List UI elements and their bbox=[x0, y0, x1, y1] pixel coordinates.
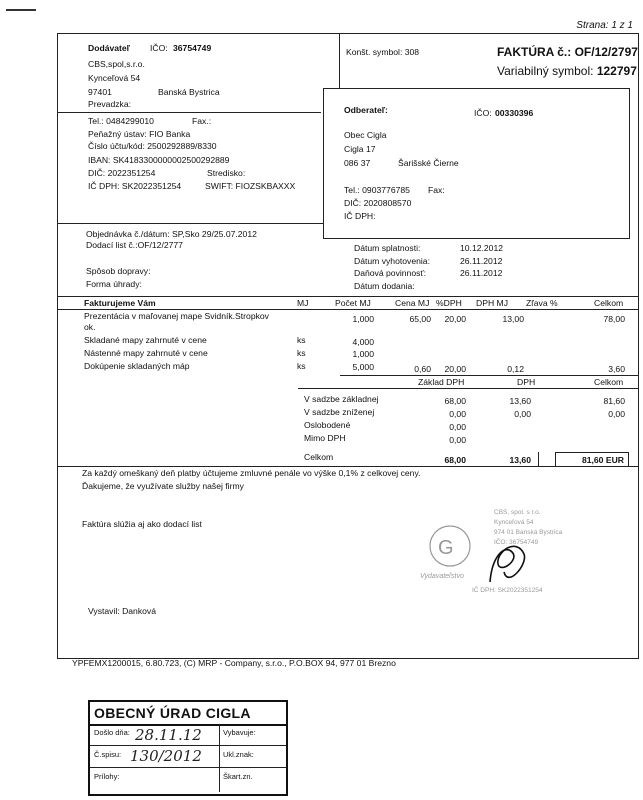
summary-col-total: Celkom bbox=[594, 377, 624, 387]
tax-label: Daňová povinnosť: bbox=[354, 268, 427, 278]
summary-label: V sadzbe zníženej bbox=[304, 407, 375, 417]
summary-total-label: Celkom bbox=[304, 452, 334, 462]
customer-street: Cigla 17 bbox=[344, 144, 376, 154]
issued-by: Vystavil: Danková bbox=[88, 606, 156, 616]
supplier-center: Stredisko: bbox=[207, 168, 246, 178]
thanks-note: Ďakujeme, že využívate služby našej firmy bbox=[82, 481, 244, 491]
supplier-label: Dodávateľ bbox=[88, 43, 130, 53]
col-mj: MJ bbox=[297, 298, 309, 308]
customer-ico-label: IČO: bbox=[474, 108, 492, 118]
customer-dic: DIČ: 2020808570 bbox=[344, 198, 412, 208]
col-discount: Zľava % bbox=[526, 298, 558, 308]
summary-label: Mimo DPH bbox=[304, 433, 346, 443]
row-qty: 1,000 bbox=[352, 349, 374, 359]
konst-symbol: Konšt. symbol: 308 bbox=[346, 47, 420, 57]
stamp-line-3 bbox=[90, 767, 286, 768]
row-item-name: Nástenné mapy zahrnuté v cene bbox=[84, 348, 208, 358]
summary-base: 0,00 bbox=[449, 409, 466, 419]
signature bbox=[490, 546, 525, 582]
row-vat: 20,00 bbox=[444, 314, 466, 324]
col-price: Cena MJ bbox=[395, 298, 430, 308]
due-label: Dátum splatnosti: bbox=[354, 243, 421, 253]
invoice-title bbox=[497, 45, 638, 59]
order-info: Objednávka č./dátum: SP,Sko 29/25.07.2012 bbox=[86, 229, 257, 239]
row-vatmj: 13,00 bbox=[502, 314, 524, 324]
row-total: 3,60 bbox=[608, 364, 625, 374]
supplier-swift: SWIFT: FIOZSKBAXXX bbox=[205, 181, 296, 191]
variable-symbol-label: Variabilný symbol: bbox=[497, 64, 594, 78]
supplier-zip: 97401 bbox=[88, 87, 112, 97]
supplier-divider bbox=[57, 112, 321, 113]
supplier-ico: 36754749 bbox=[173, 43, 212, 53]
summary-top-line bbox=[340, 375, 638, 376]
customer-name: Obec Cigla bbox=[344, 130, 387, 140]
row-mj: ks bbox=[297, 335, 306, 345]
supplier-tel: Tel.: 0484299010 bbox=[88, 116, 154, 126]
stamp-logo-text: Vydavateľstvo bbox=[420, 573, 464, 580]
grand-total-left bbox=[538, 452, 539, 466]
col-qty: Počet MJ bbox=[335, 298, 371, 308]
customer-icdph: IČ DPH: bbox=[344, 211, 376, 221]
supplier-icdph: IČ DPH: SK2022351254 bbox=[88, 181, 182, 191]
customer-tel: Tel.: 0903776785 bbox=[344, 185, 410, 195]
summary-label: V sadzbe základnej bbox=[304, 394, 379, 404]
supplier-city: Banská Bystrica bbox=[158, 87, 220, 97]
issued-date: 26.11.2012 bbox=[460, 256, 503, 266]
customer-ico: 00330396 bbox=[495, 108, 534, 118]
supplier-dic: DIČ: 2022351254 bbox=[88, 168, 156, 178]
invoice-title-label: FAKTÚRA č.: bbox=[497, 45, 572, 59]
table-top-line bbox=[57, 296, 638, 297]
row-mj: ks bbox=[297, 361, 306, 371]
delivery-note: Faktúra slúžia aj ako dodací list bbox=[82, 519, 202, 529]
row-mj: ks bbox=[297, 348, 306, 358]
row-item-name: Dokúpenie skladaných máp bbox=[84, 361, 190, 371]
row-total: 78,00 bbox=[603, 314, 625, 324]
supplier-name: CBS,spol,s.r.o. bbox=[88, 59, 145, 69]
number-label: Č.spisu: bbox=[94, 750, 122, 759]
stamp-logo-mark: G bbox=[438, 537, 454, 559]
order-divider bbox=[57, 223, 323, 224]
invoice-number: OF/12/2797 bbox=[574, 45, 638, 59]
summary-total: 0,00 bbox=[608, 409, 625, 419]
footer-text: YPFEMX1200015, 6.80.723, (C) MRP - Company, s.r.o., P.O.BOX 94, 977 01 Brezno bbox=[72, 658, 396, 668]
customer-fax: Fax: bbox=[428, 185, 445, 195]
penalty-note: Za každý omeškaný deň platby účtujeme zmluvné penále vo výške 0,1% z celkovej ceny. bbox=[82, 468, 421, 478]
issued-label: Dátum vyhotovenia: bbox=[354, 256, 430, 266]
row-item-name: Skladané mapy zahrnuté v cene bbox=[84, 335, 207, 345]
office-stamp-title: OBECNÝ ÚRAD CIGLA bbox=[94, 705, 251, 721]
summary-total-base: 68,00 bbox=[444, 455, 466, 465]
row-vatmj: 0,12 bbox=[507, 364, 524, 374]
pages-label: Prílohy: bbox=[94, 772, 120, 781]
summary-base: 0,00 bbox=[449, 435, 466, 445]
summary-total-vat: 13,60 bbox=[509, 455, 531, 465]
attachments-label: Ukl.znak: bbox=[223, 750, 254, 759]
supplier-bank: Peňažný ústav: FIO Banka bbox=[88, 129, 191, 139]
received-label: Došlo dňa: bbox=[94, 728, 130, 737]
due-date: 10.12.2012 bbox=[460, 243, 504, 253]
summary-vat: 0,00 bbox=[514, 409, 531, 419]
variable-symbol bbox=[497, 64, 637, 78]
summary-vat: 13,60 bbox=[509, 396, 531, 406]
stamp-col-divider bbox=[219, 724, 220, 792]
summary-col-vat: DPH bbox=[517, 377, 536, 387]
scan-mark bbox=[6, 9, 36, 11]
delivery-list: Dodací list č.:OF/12/2777 bbox=[86, 240, 183, 250]
received-date: 28.11.12 bbox=[135, 726, 202, 744]
customer-city: Šarišské Čierne bbox=[398, 158, 459, 168]
row-item-name: Prezentácia v maľovanej mape Svidník.Stropkov bbox=[84, 311, 269, 321]
supplier-branch: Prevadzka: bbox=[88, 99, 131, 109]
row-price: 0,60 bbox=[414, 364, 431, 374]
payment-form: Forma úhrady: bbox=[86, 279, 142, 289]
delivery-date-label: Dátum dodania: bbox=[354, 281, 415, 291]
table-header-line bbox=[57, 309, 638, 310]
supplier-account: Číslo účtu/kód: 2500292889/8330 bbox=[88, 141, 217, 151]
company-stamp bbox=[412, 502, 582, 602]
row-vat: 20,00 bbox=[444, 364, 466, 374]
tax-date: 26.11.2012 bbox=[460, 268, 503, 278]
col-vat: %DPH bbox=[436, 298, 462, 308]
supplier-fax: Fax.: bbox=[192, 116, 212, 126]
row-qty: 4,000 bbox=[352, 337, 374, 347]
summary-base: 0,00 bbox=[449, 422, 466, 432]
summary-label: Oslobodené bbox=[304, 420, 351, 430]
row-qty: 1,000 bbox=[352, 314, 374, 324]
supplier-street: Kynceľová 54 bbox=[88, 73, 141, 83]
row-item-name-cont: ok. bbox=[84, 322, 96, 332]
stamp-line: CBS, spol. s r.o. bbox=[494, 509, 541, 516]
handled-label: Vybavuje: bbox=[223, 728, 256, 737]
summary-header-line bbox=[298, 388, 638, 389]
col-item: Fakturujeme Vám bbox=[84, 298, 156, 308]
grand-total: 81,60 EUR bbox=[581, 455, 624, 465]
supplier-ico-label: IČO: bbox=[150, 43, 168, 53]
notes-divider bbox=[57, 466, 638, 467]
stamp-line: IČ DPH: SK2022351254 bbox=[472, 587, 543, 594]
summary-total: 81,60 bbox=[603, 396, 625, 406]
col-vatmj: DPH MJ bbox=[476, 298, 508, 308]
supplier-iban: IBAN: SK4183300000002500292889 bbox=[88, 155, 230, 165]
col-total: Celkom bbox=[594, 298, 624, 308]
page-number: Strana: 1 z 1 bbox=[576, 20, 633, 31]
transport: Spôsob dopravy: bbox=[86, 266, 151, 276]
customer-zip: 086 37 bbox=[344, 158, 371, 168]
stamp-line-2 bbox=[90, 745, 286, 746]
header-divider bbox=[339, 33, 340, 88]
variable-symbol-value: 122797 bbox=[596, 64, 637, 78]
stamp-line: 974 01 Banská Bystrica bbox=[494, 529, 563, 536]
file-number: 130/2012 bbox=[130, 747, 202, 765]
summary-base: 68,00 bbox=[444, 396, 466, 406]
stamp-line: IČO: 36754749 bbox=[494, 539, 539, 546]
shred-label: Škart.zn. bbox=[223, 772, 253, 781]
row-qty: 5,000 bbox=[352, 362, 374, 372]
summary-col-base: Základ DPH bbox=[418, 377, 465, 387]
customer-label: Odberateľ: bbox=[344, 105, 388, 115]
row-price: 65,00 bbox=[409, 314, 431, 324]
stamp-line: Kynceľová 54 bbox=[494, 519, 534, 526]
